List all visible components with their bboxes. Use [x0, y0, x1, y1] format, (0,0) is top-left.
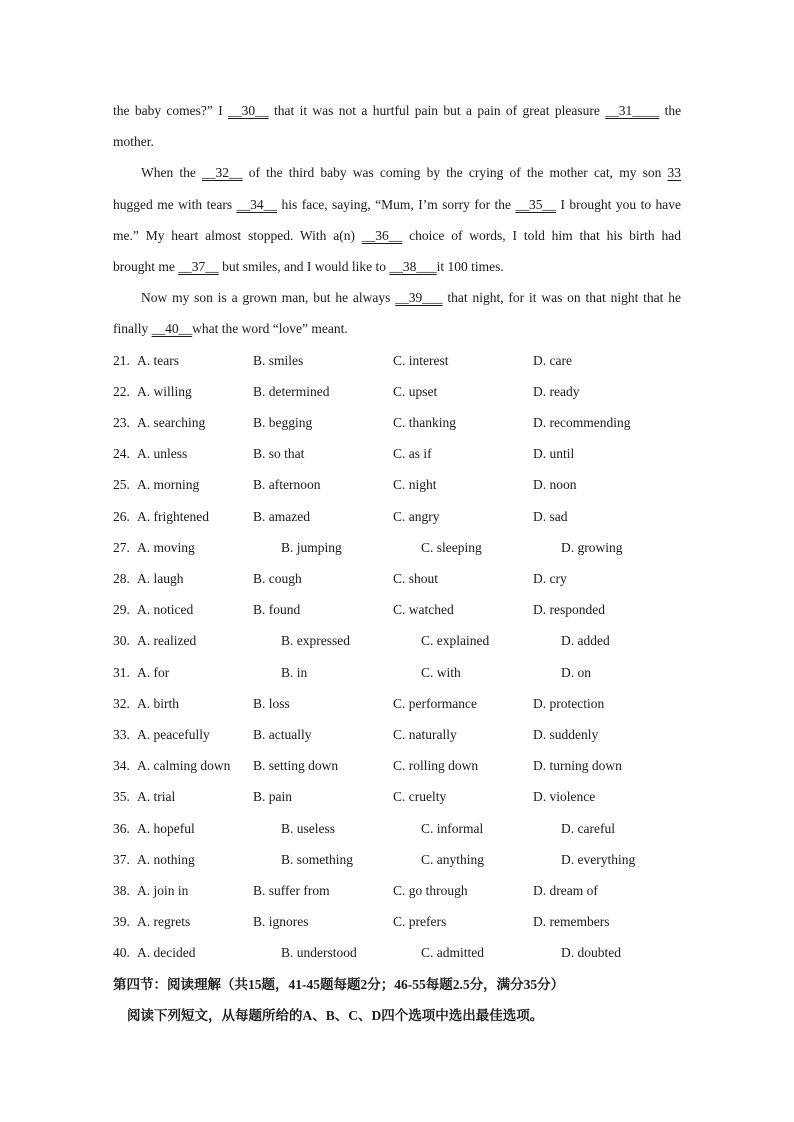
option-b: B. determined: [253, 384, 330, 399]
question-number: 24.: [113, 446, 130, 461]
option-b: B. setting down: [253, 758, 339, 773]
option-c: C. go through: [393, 883, 468, 898]
option-d: D. ready: [533, 384, 580, 399]
passage-text: hugged me with tears: [113, 197, 233, 212]
passage-text: that night, for it was on that night that he: [447, 290, 682, 305]
passage-line-6: [113, 257, 681, 277]
blank-31: __31____: [605, 103, 660, 118]
option-d: D. until: [533, 446, 575, 461]
option-b: B. in: [281, 665, 308, 680]
option-c: C. angry: [393, 509, 440, 524]
option-c: C. cruelty: [393, 789, 447, 804]
option-b: B. useless: [281, 821, 335, 836]
passage-line-7: [141, 288, 681, 308]
passage-text: his face, saying, “Mum, I’m sorry for the: [281, 197, 512, 212]
option-d: D. dream of: [533, 883, 598, 898]
option-d: D. turning down: [533, 758, 622, 773]
question-number: 30.: [113, 633, 130, 648]
option-d: D. suddenly: [533, 727, 599, 742]
question-number: 27.: [113, 540, 130, 555]
option-b: B. cough: [253, 571, 302, 586]
passage-text: the baby comes?” I: [113, 103, 223, 118]
question-number: 32.: [113, 696, 130, 711]
option-b: B. expressed: [281, 633, 350, 648]
blank-30: __30__: [228, 103, 269, 118]
option-c: C. sleeping: [421, 540, 482, 555]
option-a: A. realized: [137, 633, 197, 648]
option-c: C. informal: [421, 821, 484, 836]
passage-text: me.” My heart almost stopped. With a(n): [113, 228, 355, 243]
option-a: A. regrets: [137, 914, 191, 929]
passage-line-2: [113, 132, 681, 152]
option-b: B. ignores: [253, 914, 309, 929]
option-a: A. for: [137, 665, 170, 680]
option-b: B. jumping: [281, 540, 342, 555]
option-c: C. thanking: [393, 415, 456, 430]
passage-line-4: [113, 195, 681, 215]
question-number: 37.: [113, 852, 130, 867]
option-a: A. nothing: [137, 852, 195, 867]
option-c: C. night: [393, 477, 437, 492]
question-number: 29.: [113, 602, 130, 617]
option-b: B. so that: [253, 446, 305, 461]
option-c: C. rolling down: [393, 758, 479, 773]
option-a: A. peacefully: [137, 727, 210, 742]
option-d: D. on: [561, 665, 591, 680]
option-a: A. tears: [137, 353, 179, 368]
question-number: 28.: [113, 571, 130, 586]
option-a: A. decided: [137, 945, 196, 960]
question-number: 40.: [113, 945, 130, 960]
option-d: D. violence: [533, 789, 596, 804]
option-a: A. birth: [137, 696, 179, 711]
option-a: A. calming down: [137, 758, 231, 773]
option-a: A. join in: [137, 883, 189, 898]
option-c: C. with: [421, 665, 461, 680]
option-d: D. doubted: [561, 945, 621, 960]
option-c: C. naturally: [393, 727, 457, 742]
passage-text: the: [664, 103, 682, 118]
passage-text: I brought you to have: [560, 197, 682, 212]
passage-line-8: [113, 319, 681, 339]
question-number: 39.: [113, 914, 130, 929]
blank-38: __38___: [389, 259, 437, 274]
passage-text: Now my son is a grown man, but he always: [141, 290, 391, 305]
blank-40: __40__: [151, 321, 193, 336]
option-b: B. pain: [253, 789, 292, 804]
option-a: A. trial: [137, 789, 176, 804]
option-b: B. smiles: [253, 353, 304, 368]
option-d: D. growing: [561, 540, 623, 555]
option-d: D. remembers: [533, 914, 610, 929]
option-d: D. everything: [561, 852, 636, 867]
option-d: D. recommending: [533, 415, 631, 430]
option-d: D. sad: [533, 509, 568, 524]
passage-line-3: [141, 163, 681, 183]
question-number: 23.: [113, 415, 130, 430]
passage-text: When the: [141, 165, 196, 180]
question-number: 31.: [113, 665, 130, 680]
option-c: C. prefers: [393, 914, 447, 929]
option-b: B. actually: [253, 727, 312, 742]
option-b: B. understood: [281, 945, 357, 960]
passage-text: mother.: [113, 134, 154, 149]
option-c: C. explained: [421, 633, 490, 648]
option-b: B. afternoon: [253, 477, 321, 492]
option-b: B. amazed: [253, 509, 310, 524]
option-a: A. willing: [137, 384, 192, 399]
option-d: D. noon: [533, 477, 577, 492]
option-c: C. admitted: [421, 945, 484, 960]
passage-text: brought me: [113, 259, 175, 274]
blank-36: __36__: [361, 228, 403, 243]
option-a: A. morning: [137, 477, 200, 492]
option-b: B. suffer from: [253, 883, 330, 898]
passage-text: of the third baby was coming by the crying of the mother cat, my son: [248, 165, 662, 180]
option-a: A. unless: [137, 446, 188, 461]
question-number: 26.: [113, 509, 130, 524]
question-number: 22.: [113, 384, 130, 399]
blank-32: __32__: [202, 165, 243, 180]
passage-line-5: [113, 226, 681, 246]
option-c: C. upset: [393, 384, 438, 399]
option-c: C. shout: [393, 571, 439, 586]
question-number: 25.: [113, 477, 130, 492]
option-c: C. watched: [393, 602, 454, 617]
question-number: 36.: [113, 821, 130, 836]
passage-text: choice of words, I told him that his birth had: [409, 228, 682, 243]
question-number: 33.: [113, 727, 130, 742]
blank-33: 33: [667, 165, 682, 180]
section-instruction: 阅读下列短文，从每题所给的A、B、C、D四个选项中选出最佳选项。: [127, 1008, 544, 1023]
option-d: D. protection: [533, 696, 605, 711]
passage-text: it 100 times.: [436, 259, 504, 274]
option-a: A. searching: [137, 415, 206, 430]
option-d: D. responded: [533, 602, 605, 617]
option-a: A. moving: [137, 540, 195, 555]
passage-text: that it was not a hurtful pain but a pain of great pleasure: [273, 103, 600, 118]
passage-text: what the word “love” meant.: [192, 321, 348, 336]
option-a: A. noticed: [137, 602, 194, 617]
question-number: 34.: [113, 758, 130, 773]
blank-37: __37__: [178, 259, 219, 274]
blank-34: __34__: [236, 197, 278, 212]
option-d: D. careful: [561, 821, 615, 836]
blank-35: __35__: [515, 197, 557, 212]
passage-line-1: [113, 101, 681, 121]
question-number: 35.: [113, 789, 130, 804]
option-a: A. laugh: [137, 571, 184, 586]
option-a: A. hopeful: [137, 821, 195, 836]
option-b: B. found: [253, 602, 301, 617]
passage-text: but smiles, and I would like to: [222, 259, 386, 274]
option-a: A. frightened: [137, 509, 209, 524]
question-number: 21.: [113, 353, 130, 368]
option-b: B. loss: [253, 696, 290, 711]
section-heading: 第四节：阅读理解（共15题，41-45题每题2分；46-55每题2.5分，满分35分）: [113, 977, 565, 992]
option-c: C. interest: [393, 353, 449, 368]
option-b: B. something: [281, 852, 354, 867]
option-c: C. anything: [421, 852, 484, 867]
option-d: D. added: [561, 633, 610, 648]
option-d: D. care: [533, 353, 572, 368]
option-b: B. begging: [253, 415, 313, 430]
blank-39: __39___: [395, 290, 443, 305]
option-d: D. cry: [533, 571, 567, 586]
passage-text: finally: [113, 321, 149, 336]
question-number: 38.: [113, 883, 130, 898]
option-c: C. as if: [393, 446, 432, 461]
option-c: C. performance: [393, 696, 477, 711]
